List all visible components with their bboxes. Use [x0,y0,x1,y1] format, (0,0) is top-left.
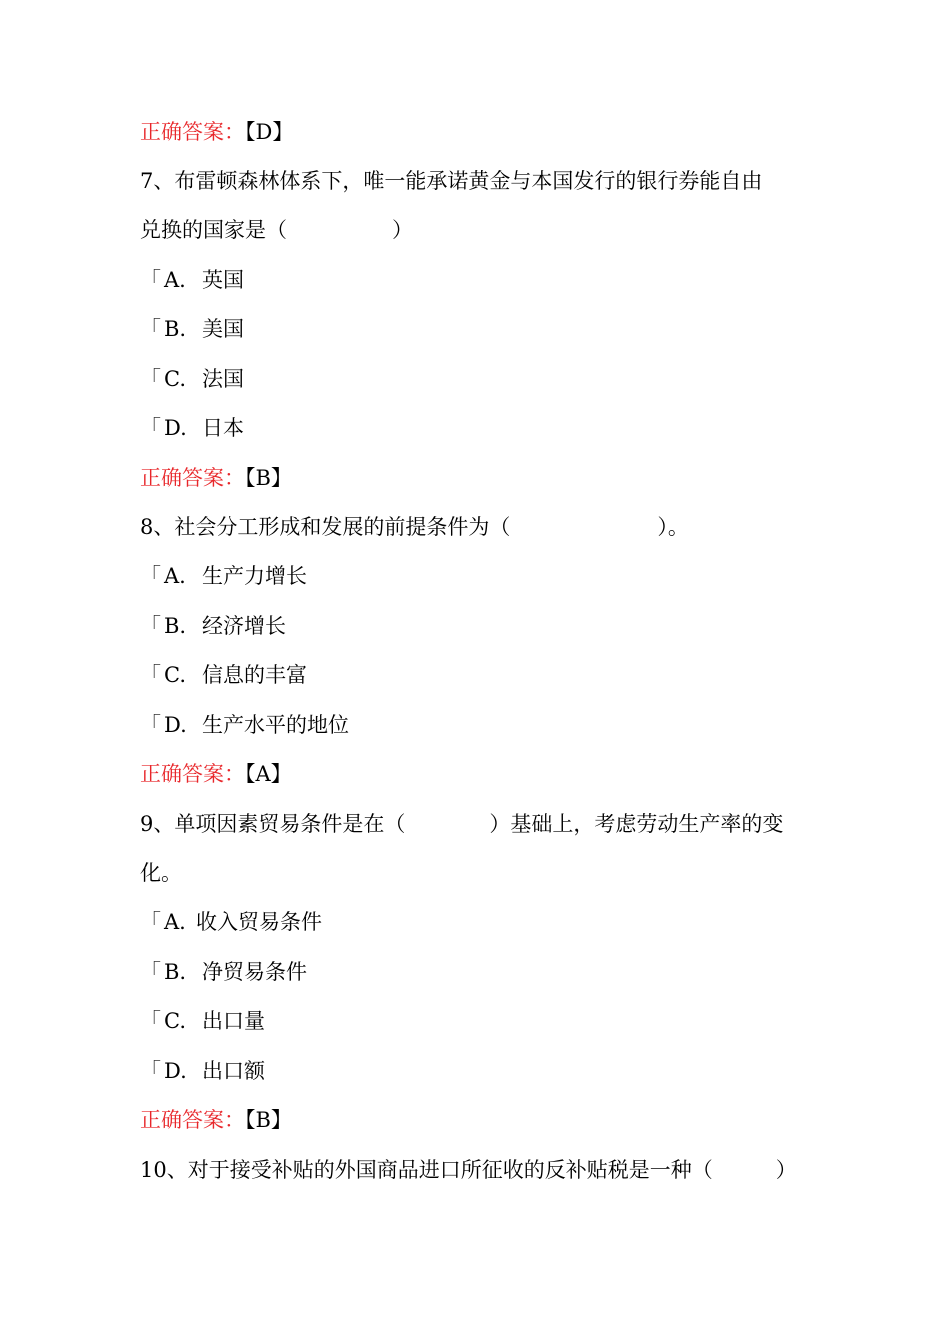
option-8-d [140,711,349,739]
question-10-text: 10、对于接受补贴的外国商品进口所征收的反补贴税是一种（ ） [140,1158,797,1182]
option-letter: C. [164,367,186,391]
option-bracket-icon: 「 [140,960,161,984]
option-letter: B. [164,317,187,341]
option-text: 生产水平的地位 [202,713,349,737]
answer-line [140,464,292,492]
option-bracket-icon: 「 [140,713,161,737]
option-letter: B. [164,960,187,984]
option-7-a [140,266,244,294]
option-letter: C. [164,1009,186,1033]
answer-label: 正确答案： [140,120,245,144]
option-letter: A. [164,564,186,588]
option-7-b [140,315,244,343]
option-8-b [140,612,286,640]
option-letter: D. [164,416,187,440]
option-letter: D. [164,713,187,737]
option-letter: C. [164,663,186,687]
question-7-text-cont: 兑换的国家是（ ） [140,218,413,242]
question-8-text: 8、社会分工形成和发展的前提条件为（ ）。 [140,515,689,539]
option-bracket-icon: 「 [140,910,161,934]
option-text: 净贸易条件 [202,960,307,984]
question-9-text-cont: 化。 [140,861,182,885]
answer-line [140,760,292,788]
option-letter: A. [164,910,186,934]
option-text: 出口额 [202,1059,265,1083]
question-9-text: 9、单项因素贸易条件是在（ ）基础上，考虑劳动生产率的变 [140,812,784,836]
option-8-a [140,562,307,590]
option-9-d [140,1057,265,1085]
option-bracket-icon: 「 [140,268,161,292]
option-7-c [140,365,244,393]
option-bracket-icon: 「 [140,367,161,391]
option-text: 法国 [202,367,244,391]
option-8-c [140,661,307,689]
option-bracket-icon: 「 [140,663,161,687]
option-text: 英国 [202,268,244,292]
answer-value: 【B】 [245,1108,292,1132]
answer-line [140,1106,292,1134]
answer-label: 正确答案： [140,466,245,490]
option-bracket-icon: 「 [140,1009,161,1033]
answer-line [140,118,293,146]
option-letter: A. [164,268,186,292]
option-text: 日本 [202,416,244,440]
answer-label: 正确答案： [140,762,245,786]
option-text: 收入贸易条件 [196,910,322,934]
option-text: 信息的丰富 [202,663,307,687]
option-bracket-icon: 「 [140,564,161,588]
option-7-d [140,414,244,442]
option-9-b [140,958,307,986]
answer-value: 【A】 [245,762,292,786]
answer-value: 【B】 [245,466,292,490]
option-9-c [140,1007,265,1035]
option-letter: B. [164,614,187,638]
option-text: 经济增长 [202,614,286,638]
option-bracket-icon: 「 [140,614,161,638]
option-9-a [140,908,322,936]
option-text: 出口量 [202,1009,265,1033]
option-letter: D. [164,1059,187,1083]
answer-value: 【D】 [245,120,294,144]
option-bracket-icon: 「 [140,317,161,341]
option-text: 生产力增长 [202,564,307,588]
option-bracket-icon: 「 [140,416,161,440]
option-bracket-icon: 「 [140,1059,161,1083]
question-7-text: 7、布雷顿森林体系下，唯一能承诺黄金与本国发行的银行券能自由 [140,169,763,193]
answer-label: 正确答案： [140,1108,245,1132]
option-text: 美国 [202,317,244,341]
